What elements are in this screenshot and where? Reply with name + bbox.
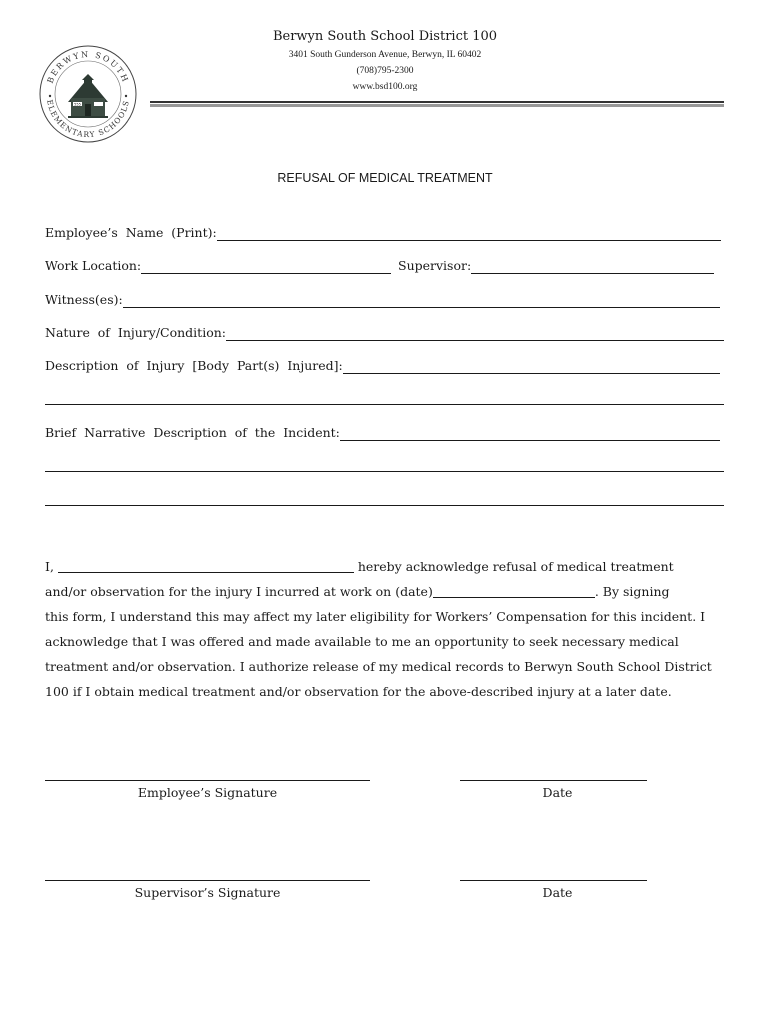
witnesses-field [45, 290, 720, 308]
statement-line-2-end: . By signing [594, 584, 670, 599]
employee-name-blank[interactable] [217, 226, 721, 241]
statement-line-5: treatment and/or observation. I authorize release of my medical records to Berwyn South School District [45, 659, 712, 674]
incident-narrative-field [45, 423, 720, 441]
statement-line-4: acknowledge that I was offered and made available to me an opportunity to seek necessary medical [45, 634, 679, 649]
employee-signature-label: Employee’s Signature [137, 785, 278, 800]
supervisor-signature-line[interactable] [45, 880, 370, 881]
supervisor-signature-label: Supervisor’s Signature [134, 885, 281, 900]
district-website[interactable]: www.bsd100.org [352, 82, 418, 92]
incident-narrative-line-2[interactable] [45, 471, 724, 472]
supervisor-blank[interactable] [471, 259, 714, 274]
district-name: Berwyn South School District 100 [272, 29, 498, 44]
statement-line-3: this form, I understand this may affect my later eligibility for Workers’ Compensation for this incident. I [45, 609, 706, 624]
injury-description-line-2[interactable] [45, 404, 724, 405]
document-title: REFUSAL OF MEDICAL TREATMENT [277, 171, 493, 185]
district-address: 3401 South Gunderson Avenue, Berwyn, IL 60402 [288, 50, 482, 60]
nature-of-injury-field [45, 323, 724, 341]
incident-narrative-label: Brief Narrative Description of the Incident: [45, 425, 340, 440]
supervisor-label: Supervisor: [398, 258, 472, 273]
injury-description-blank[interactable] [343, 359, 720, 374]
witnesses-label: Witness(es): [45, 292, 123, 307]
district-phone: (708)795-2300 [356, 66, 414, 76]
injury-description-field [45, 356, 720, 374]
logo-arc-top: BERWYN SOUTH [45, 49, 131, 85]
work-location-field [45, 256, 391, 274]
supervisor-date-line[interactable] [460, 880, 647, 881]
statement-line-1-start: I, [45, 559, 58, 574]
header-rule [150, 101, 724, 103]
employee-signature-line[interactable] [45, 780, 370, 781]
supervisor-date-label: Date [542, 885, 573, 900]
injury-date-inline-blank[interactable] [433, 583, 595, 598]
supervisor-field [398, 256, 714, 274]
header-rule-shadow [150, 104, 724, 107]
acknowledgement-statement [45, 554, 735, 704]
nature-of-injury-label: Nature of Injury/Condition: [45, 325, 226, 340]
employee-date-label: Date [542, 785, 573, 800]
statement-line-2-start: and/or observation for the injury I incurred at work on (date) [45, 584, 433, 599]
logo-building-number: 555 [74, 102, 81, 107]
work-location-blank[interactable] [141, 259, 391, 274]
witnesses-blank[interactable] [123, 293, 720, 308]
injury-description-label: Description of Injury [Body Part(s) Injured]: [45, 358, 343, 373]
incident-narrative-blank[interactable] [340, 426, 720, 441]
logo-arc-bottom: ELEMENTARY SCHOOLS [45, 99, 131, 140]
nature-of-injury-blank[interactable] [226, 326, 724, 341]
incident-narrative-line-3[interactable] [45, 505, 724, 506]
statement-line-1-end: hereby acknowledge refusal of medical treatment [353, 559, 674, 574]
employee-name-label: Employee’s Name (Print): [45, 225, 217, 240]
employee-name-field [45, 223, 721, 241]
work-location-label: Work Location: [45, 258, 142, 273]
employee-name-inline-blank[interactable] [58, 558, 354, 573]
statement-line-6: 100 if I obtain medical treatment and/or observation for the above-described injury at a later date. [45, 684, 672, 699]
employee-date-line[interactable] [460, 780, 647, 781]
school-building-icon [68, 74, 108, 118]
